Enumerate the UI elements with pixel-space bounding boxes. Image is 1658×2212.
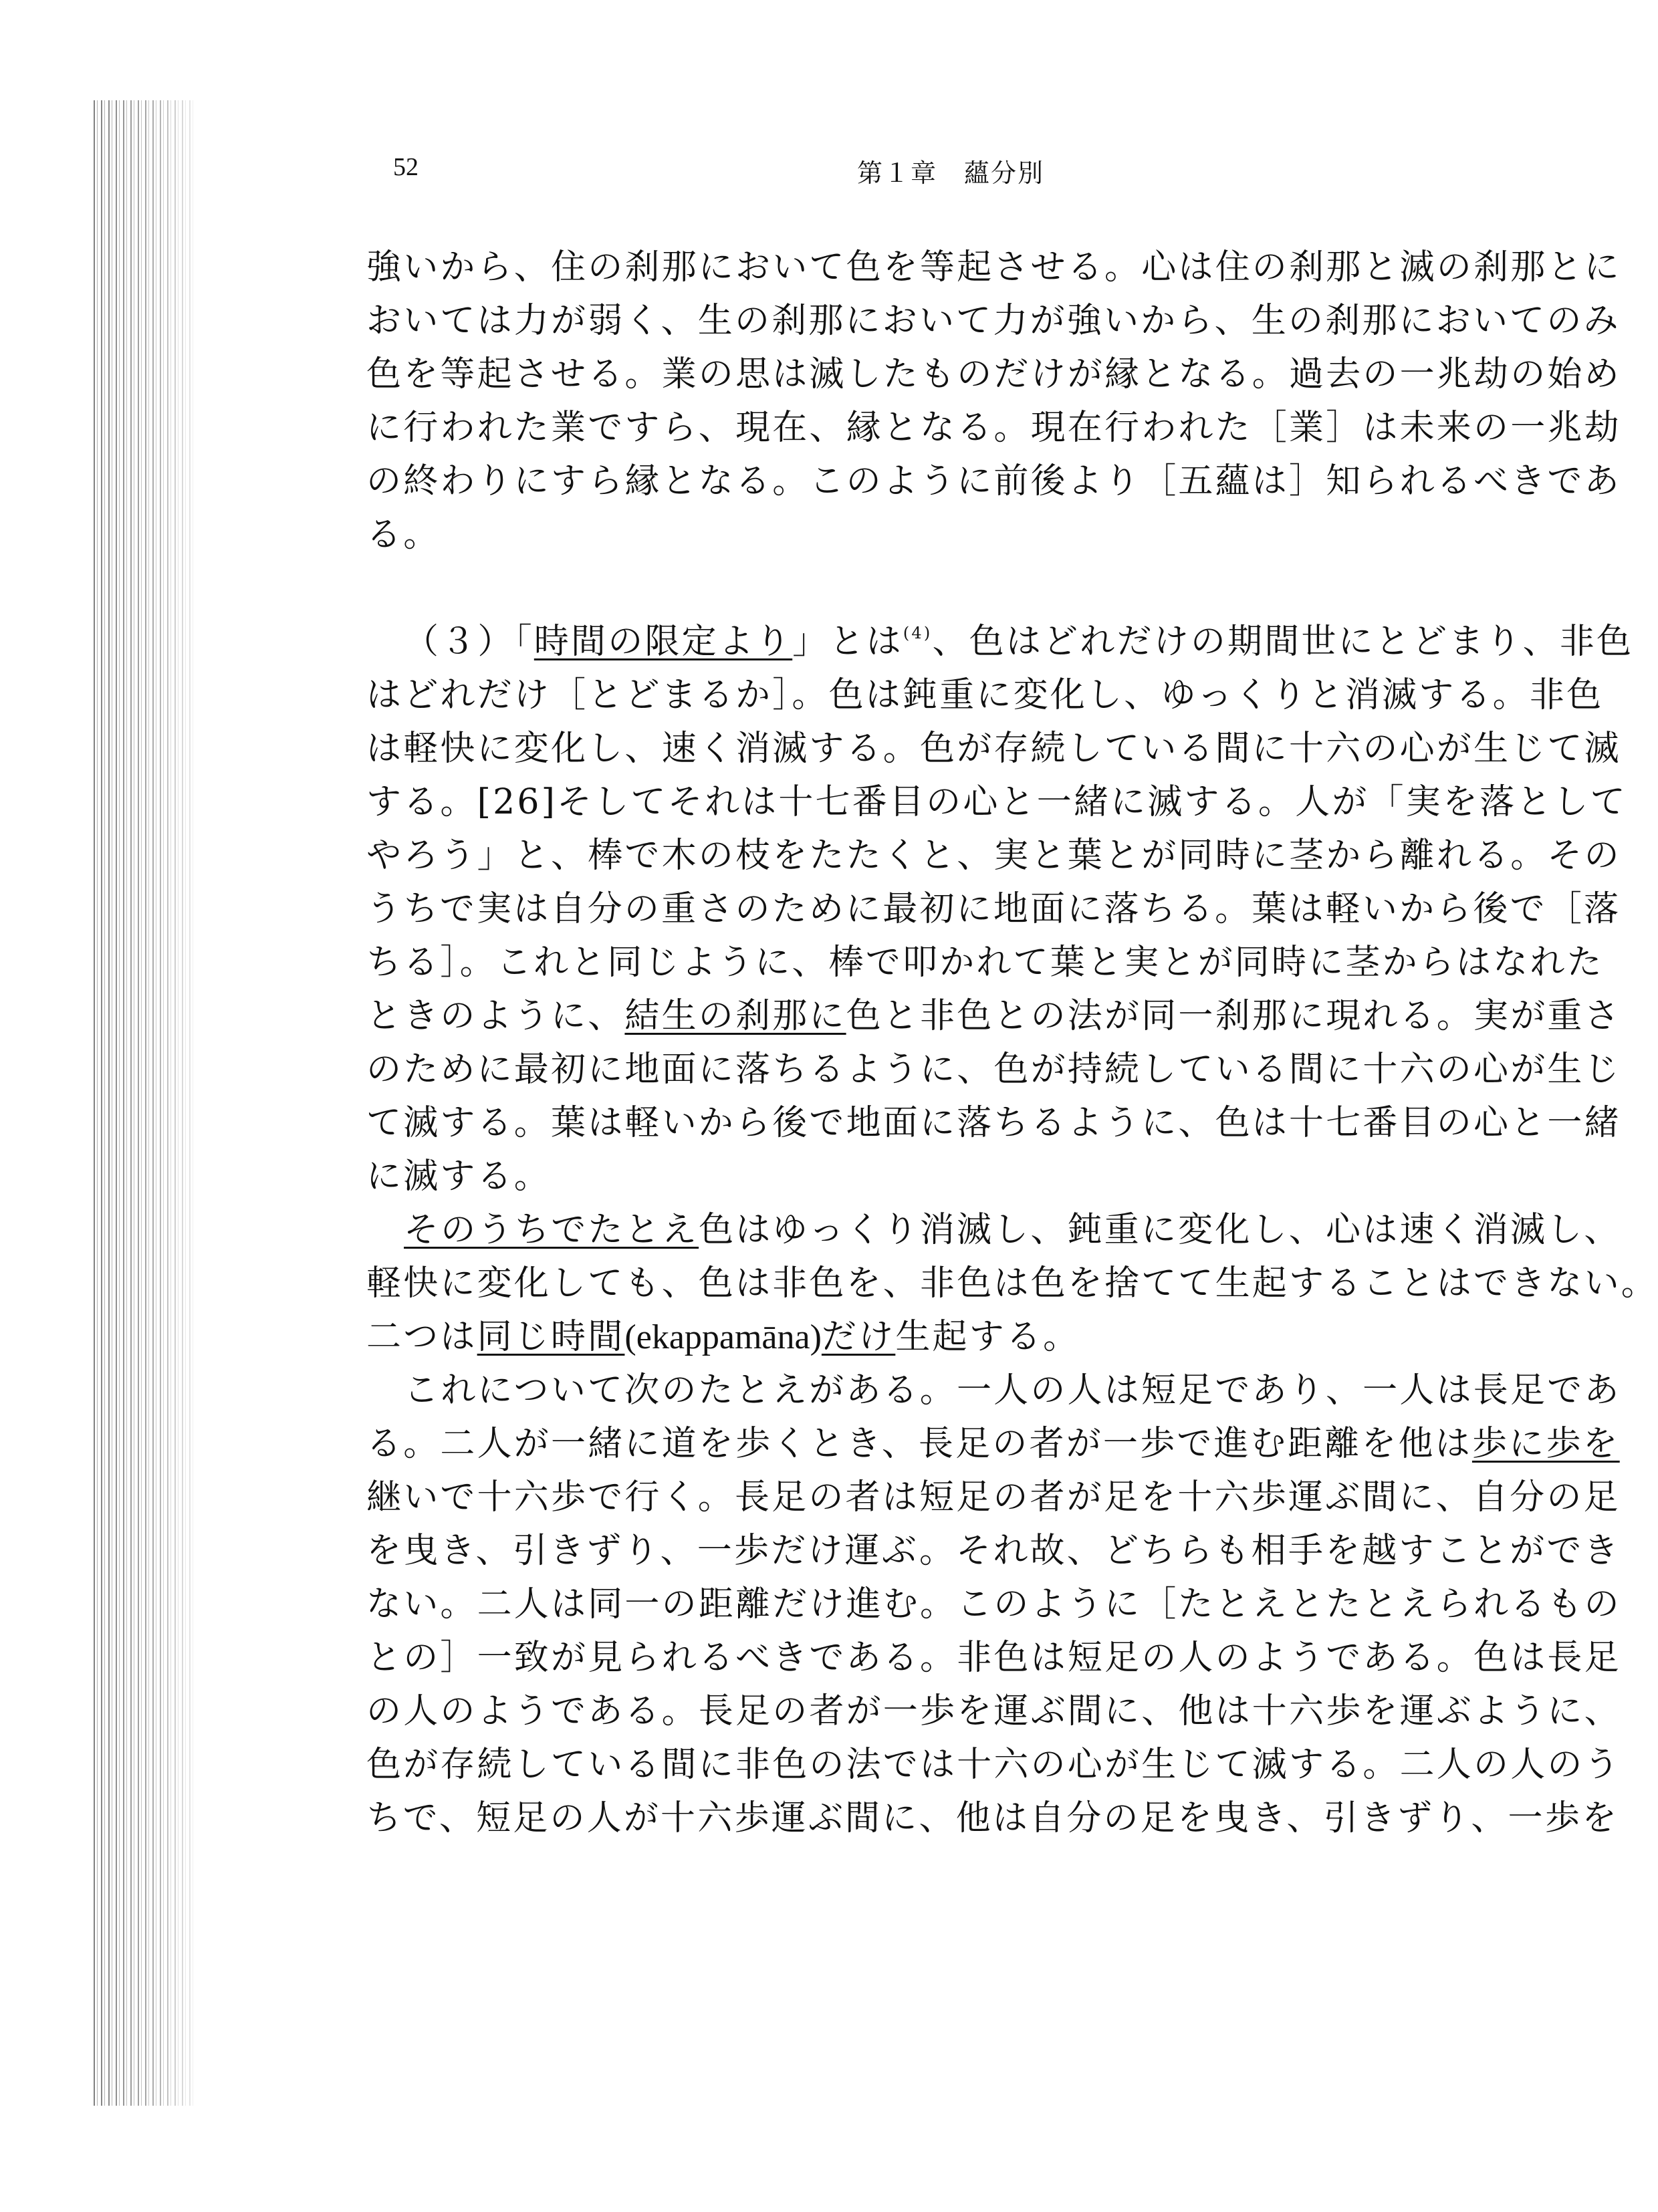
text-segment: 色と非色との法が同一刹那に現れる。実が重さ	[846, 996, 1621, 1036]
underlined-term: だけ	[821, 1317, 896, 1357]
section-time-limit	[366, 615, 1634, 1203]
text-line: ない。二人は同一の距離だけ進む。このように［たとえとたとえられるもの	[366, 1584, 1621, 1624]
text-line: うちで実は自分の重さのために最初に地面に落ちる。葉は軽いから後で［落	[366, 889, 1621, 929]
section-title-close: 」とは	[792, 622, 903, 662]
text-line: おいては力が弱く、生の刹那において力が強いから、生の刹那においてのみ	[366, 301, 1621, 341]
text-line: との］一致が見られるべきである。非色は短足の人のようである。色は長足	[366, 1638, 1621, 1678]
text-line	[366, 1417, 1620, 1471]
text-line: のために最初に地面に落ちるように、色が持続している間に十六の心が生じ	[366, 1050, 1621, 1090]
section-number: （３）「	[404, 622, 534, 662]
pali-term: (ekappamāna)	[624, 1318, 822, 1356]
text-segment: 二つは	[366, 1317, 477, 1357]
body-text	[366, 241, 1658, 1845]
text-line: 色を等起させる。業の思は滅したものだけが縁となる。過去の一兆劫の始め	[366, 354, 1621, 394]
paragraph-analogy	[366, 1364, 1621, 1845]
text-segment: 、色はどれだけの期間世にとどまり、非色	[932, 622, 1634, 662]
section-gap	[366, 562, 1523, 615]
running-head: 第１章 蘊分別	[857, 158, 1045, 188]
text-line: 継いで十六歩で行く。長足の者は短足の者が足を十六歩運ぶ間に、自分の足	[366, 1477, 1621, 1517]
underlined-term: 歩に歩を	[1471, 1424, 1620, 1464]
underlined-term: 同じ時間	[477, 1317, 625, 1357]
text-segment: る。二人が一緒に道を歩くとき、長足の者が一歩で進む距離を他は	[366, 1424, 1472, 1464]
page-header	[0, 152, 1564, 193]
text-line	[366, 989, 1621, 1043]
text-line	[366, 1310, 1523, 1364]
text-line: て滅する。葉は軽いから後で地面に落ちるように、色は十七番目の心と一緒	[366, 1103, 1621, 1143]
text-line: ちで、短足の人が十六歩運ぶ間に、他は自分の足を曳き、引きずり、一歩を	[366, 1798, 1619, 1838]
binding-shadow	[94, 100, 194, 2106]
underlined-term: 結生の刹那に	[624, 996, 846, 1036]
text-segment: 生起する。	[895, 1317, 1080, 1357]
text-line: これについて次のたとえがある。一人の人は短足であり、一人は長足であ	[404, 1370, 1621, 1410]
text-line: 色が存続している間に非色の法では十六の心が生じて滅する。二人の人のう	[366, 1745, 1621, 1785]
text-line: ちる］。これと同じように、棒で叩かれて葉と実とが同時に茎からはなれた	[366, 943, 1604, 983]
underlined-term: そのうちでたとえ	[404, 1210, 699, 1250]
text-line	[366, 1203, 1621, 1257]
paragraph-continuation	[366, 241, 1621, 562]
text-line: やろう」と、棒で木の枝をたたくと、実と葉とが同時に茎から離れる。その	[366, 836, 1621, 876]
text-line: に行われた業ですら、現在、縁となる。現在行われた［業］は未来の一兆劫	[366, 408, 1621, 448]
text-line: の人のようである。長足の者が一歩を運ぶ間に、他は十六歩を運ぶように、	[366, 1691, 1621, 1731]
page-number: 52	[393, 153, 419, 181]
text-line: の終わりにすら縁となる。このように前後より［五蘊は］知られるべきであ	[366, 461, 1621, 501]
text-line: は軽快に変化し、速く消滅する。色が存続している間に十六の心が生じて滅	[366, 729, 1621, 769]
text-line: る。	[366, 515, 441, 555]
note-reference: (4)	[903, 624, 933, 642]
paragraph-example	[366, 1203, 1658, 1364]
text-segment: 色はゆっくり消滅し、鈍重に変化し、心は速く消滅し、	[699, 1210, 1621, 1250]
text-line: はどれだけ［とどまるか］。色は鈍重に変化し、ゆっくりと消滅する。非色	[366, 675, 1604, 715]
text-line: 軽快に変化しても、色は非色を、非色は色を捨てて生起することはできない。	[366, 1263, 1658, 1304]
text-line: を曳き、引きずり、一歩だけ運ぶ。それ故、どちらも相手を越すことができ	[366, 1531, 1621, 1571]
text-segment: ときのように、	[366, 996, 625, 1036]
text-line: 強いから、住の刹那において色を等起させる。心は住の刹那と滅の刹那とに	[366, 247, 1621, 287]
text-line: に滅する。	[366, 1156, 552, 1197]
text-line: する。[26]そしてそれは十七番目の心と一緒に滅する。人が「実を落として	[366, 782, 1627, 822]
section-title: 時間の限定より	[534, 622, 793, 662]
section-heading-line	[366, 615, 1634, 668]
